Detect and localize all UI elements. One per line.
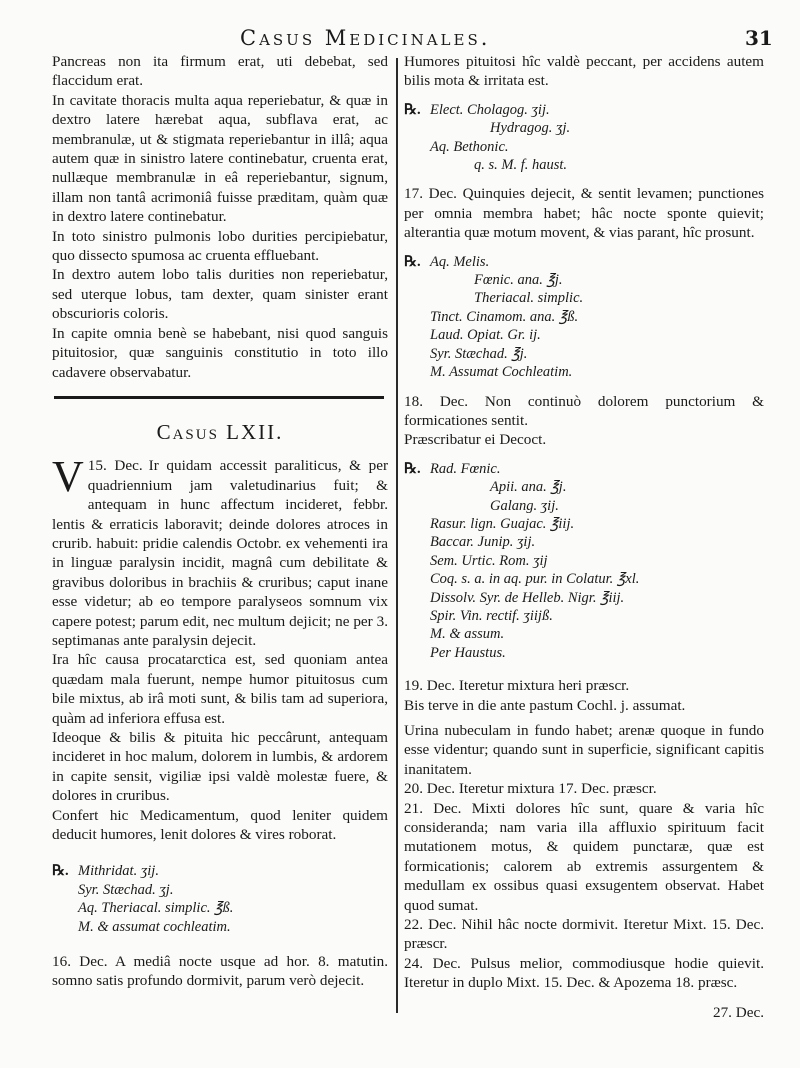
paragraph: Humores pituitosi hîc valdè peccant, per accidens autem bilis mota & irritata est. <box>404 53 764 90</box>
paragraph: Urina nubeculam in fundo habet; arenæ quoque in fundo esse videntur; quando sunt in superficie, significant capitis inanitatem. <box>404 722 764 778</box>
paragraph: 22. Dec. Nihil hâc nocte dormivit. Iteretur Mixt. 15. Dec. præscr. <box>404 916 764 953</box>
prescription-line: Laud. Opiat. Gr. ij. <box>430 327 541 344</box>
prescription <box>52 862 388 936</box>
case-opening-paragraph <box>52 452 388 650</box>
column-divider <box>396 58 398 1013</box>
running-title: Casus Medicinales. <box>240 26 491 50</box>
recipe-symbol: ℞. <box>404 101 421 118</box>
prescription-line: Mithridat. ʒij. <box>78 863 159 880</box>
prescription-line: Aq. Bethonic. <box>430 138 509 155</box>
paragraph: 19. Dec. Iteretur mixtura heri præscr. <box>404 677 630 695</box>
paragraph: Ira hîc causa procatarctica est, sed quoniam antea quædam mala fuerunt, nempe humor pituitosus cum bile mixtus, ab irâ moti sunt, & bilis tam ad superiora, quàm ad inferiora effusa est. <box>52 651 388 727</box>
paragraph: In cavitate thoracis multa aqua reperiebatur, & quæ in dextro latere hærebat aqua, subflava erat, ac membranulæ, ut & stigmata reperiebantur in illâ; aqua autem quæ in sinistro latere continebatur, cruenta erat, nullæque membranulæ in eâ reperiebantur, signum, illam non tantâ acrimoniâ fuisse præditam, quàm quæ in dextro latere continebatur. <box>52 91 388 226</box>
prescription-line: Coq. s. a. in aq. pur. in Colatur. ℥xl. <box>430 571 640 588</box>
paragraph: Confert hic Medicamentum, quod leniter quidem deducit humores, lenit dolores & vires roborat. <box>52 806 388 844</box>
prescription-line: Spir. Vin. rectif. ʒiijß. <box>430 607 553 624</box>
paragraph: Pancreas non ita firmum erat, uti debebat, sed flaccidum erat. <box>52 53 388 90</box>
section-separator <box>54 396 384 399</box>
recipe-symbol: ℞. <box>404 253 421 270</box>
paragraph: 21. Dec. Mixti dolores hîc sunt, quare & varia hîc consideranda; nam varia illa affluxio spirituum facit mutationem motus, & quidem punctaræ, quæ est formicationis; calorem ab extremis assurgentem & medullam ex ossibus quasi exsugentem observat. Habet quod sumat. <box>404 799 764 914</box>
prescription-line: Theriacal. simplic. <box>474 290 584 307</box>
paragraph: Bis terve in die ante pastum Cochl. j. assumat. <box>404 696 686 714</box>
paragraph: In toto sinistro pulmonis lobo durities percipiebatur, quo dissecto spumosa ac cruenta effluebant. <box>52 227 388 265</box>
recipe-symbol: ℞. <box>404 460 421 477</box>
prescription-line: q. s. M. f. haust. <box>474 157 568 174</box>
prescription <box>404 101 764 175</box>
prescription-line: Per Haustus. <box>430 644 506 661</box>
prescription-line: Baccar. Junip. ʒij. <box>430 534 536 551</box>
paragraph: In dextro autem lobo talis durities non reperiebatur, sed uterque lobus, tam dexter, quam sinister erant obscurioris coloris. <box>52 266 388 323</box>
prescription-line: Elect. Cholagog. ʒij. <box>430 101 550 118</box>
page-number: 31 <box>745 26 773 50</box>
prescription-line: Apii. ana. ℥j. <box>490 479 567 496</box>
prescription-line: M. & assum. <box>430 626 505 643</box>
prescription-line: Syr. Stæchad. ℥j. <box>430 345 528 362</box>
prescription-line: Rad. Fœnic. <box>430 460 501 477</box>
prescription-line: Aq. Melis. <box>430 253 490 270</box>
paragraph: 17. Dec. Quinquies dejecit, & sentit levamen; punctiones per omnia membra habet; hâc nocte sponte quievit; alterantia quæ motum movent, & vias parant, hîc prosunt. <box>404 185 764 242</box>
prescription-line: Fœnic. ana. ℥j. <box>474 272 563 289</box>
prescription-line: Rasur. lign. Guajac. ℥iij. <box>430 515 575 532</box>
paragraph: 18. Dec. Non continuò dolorem punctorium & formicationes sentit. <box>404 392 764 429</box>
recipe-symbol: ℞. <box>52 863 69 880</box>
paragraph: In capite omnia benè se habebant, nisi quod sanguis pituitosior, quæ sanguinis constitutio in toto illo cadavere observabatur. <box>52 324 388 381</box>
paragraph: 16. Dec. A mediâ nocte usque ad hor. 8. matutin. somno satis profundo dormivit, parum verò dejecit. <box>52 953 388 990</box>
prescription-line: Tinct. Cinamom. ana. ℥ß. <box>430 308 579 325</box>
paragraph: 24. Dec. Pulsus melior, commodiusque hodie quievit. Iteretur in duplo Mixt. 15. Dec. & Apozema 18. præsc. <box>404 954 764 992</box>
prescription-line: M. & assumat cochleatim. <box>78 918 231 935</box>
right-column <box>404 52 764 1022</box>
prescription-line: Galang. ʒij. <box>490 497 559 514</box>
prescription-line: M. Assumat Cochleatim. <box>430 364 573 381</box>
prescription <box>404 460 764 662</box>
prescription-line: Hydragog. ʒj. <box>490 120 571 137</box>
prescription-line: Sem. Urtic. Rom. ʒij <box>430 552 548 569</box>
paragraph-text: Ir quidam accessit paraliticus, & per quadriennium jam valetudinarius fuit; & antequam in hunc affectum incideret, febbr. lentis & erraticis laboravit; deinde dolores atroces in crurib. habuit: pridie calendis Octobr. ex vehementi ira in linguæ paralysin incidit, magnâ cum debilitate & gravibus doloribus in brachiis & cruribus; caput inane esse videtur; ab eo tempore paralyseos somnum vix capere potest; parum edit, nec multum dejicit; ne per 3. septimanas ante paralysin dejecit. <box>52 457 388 649</box>
prescription-line: Aq. Theriacal. simplic. ℥ß. <box>78 900 234 917</box>
page-header <box>0 26 800 52</box>
entry-date: 15. Dec. <box>87 457 143 475</box>
paragraph: Præscribatur ei Decoct. <box>404 431 547 449</box>
left-column <box>52 52 388 991</box>
paragraph: Ideoque & bilis & pituita hic peccârunt, antequam incideret in hoc malum, dolorem in lumbis, & ardorem in capite sensit, vigiliæ ipsi valdè molestæ fuere, & dolores in cruribus. <box>52 729 388 805</box>
prescription-line: Syr. Stæchad. ʒj. <box>78 881 174 898</box>
catchword: 27. Dec. <box>712 1003 764 1021</box>
paragraph: 20. Dec. Iteretur mixtura 17. Dec. præscr. <box>404 780 657 798</box>
drop-cap: V <box>52 452 84 502</box>
prescription-line: Dissolv. Syr. de Helleb. Nigr. ℥iij. <box>430 589 625 606</box>
prescription <box>404 253 764 382</box>
case-title: Casus LXII. <box>156 419 284 444</box>
